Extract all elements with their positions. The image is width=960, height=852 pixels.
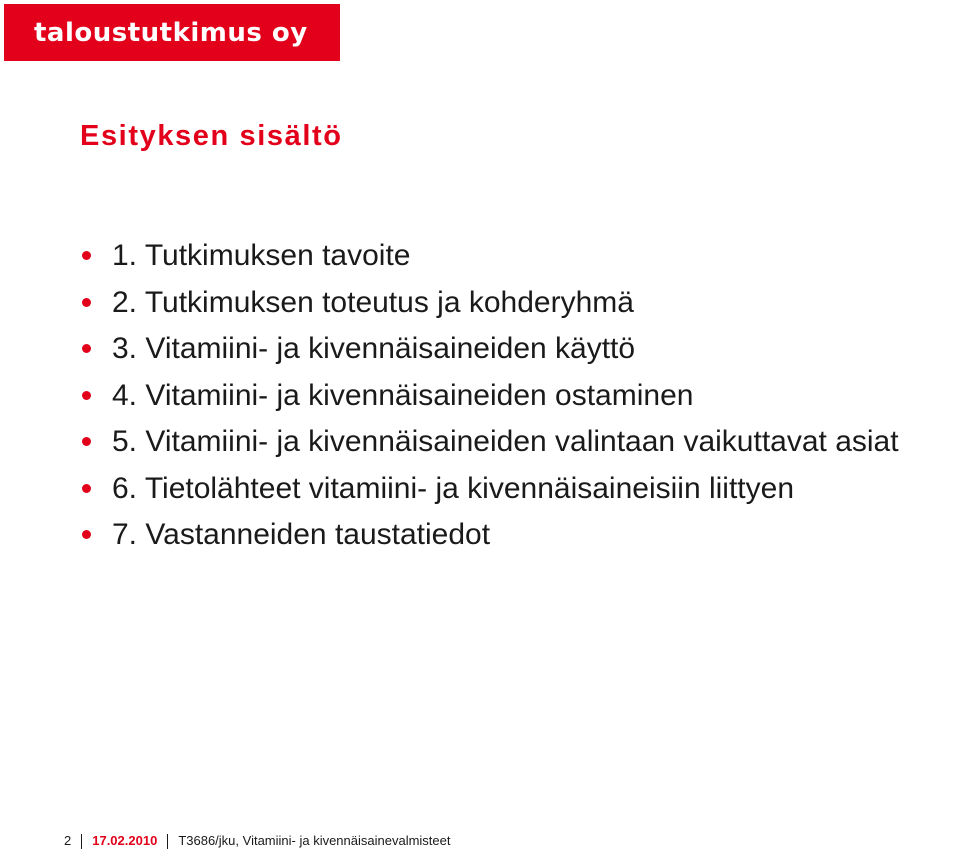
agenda-item-label: 3. Vitamiini- ja kivennäisaineiden käyttö [112,332,636,365]
agenda-item-label: 2. Tutkimuksen toteutus ja kohderyhmä [112,285,634,319]
bullet-dot-icon [82,298,91,307]
agenda-item [80,373,899,420]
footer-divider [81,834,82,849]
bullet-dot-icon [82,344,91,353]
bullet-dot-icon [82,251,91,260]
slide-title: Esityksen sisältö [80,120,343,152]
agenda-item-label: 4. Vitamiini- ja kivennäisaineiden ostaminen [112,378,694,412]
bullet-dot-icon [82,391,91,400]
agenda-item-label: 6. Tietolähteet vitamiini- ja kivennäisaineisiin liittyen [112,471,795,505]
agenda-list [80,233,899,559]
slide-footer [64,832,450,850]
agenda-item [80,419,899,466]
agenda-item [80,466,899,513]
footer-date: 17.02.2010 [92,833,158,848]
bullet-dot-icon [82,484,91,493]
agenda-item [80,280,899,327]
bullet-dot-icon [82,437,91,446]
company-logo-text: taloustutkimus oy [34,17,308,48]
footer-divider [167,834,168,849]
agenda-item [80,512,899,559]
bullet-dot-icon [82,530,91,539]
agenda-item [80,326,899,373]
agenda-item-label: 5. Vitamiini- ja kivennäisaineiden valintaan vaikuttavat asiat [112,425,899,458]
agenda-item-label: 7. Vastanneiden taustatiedot [112,518,491,551]
page-number: 2 [64,833,72,848]
footer-reference: T3686/jku, Vitamiini- ja kivennäisainevalmisteet [178,833,451,848]
agenda-item [80,233,899,280]
agenda-item-label: 1. Tutkimuksen tavoite [112,239,411,272]
logo-banner [4,4,340,61]
